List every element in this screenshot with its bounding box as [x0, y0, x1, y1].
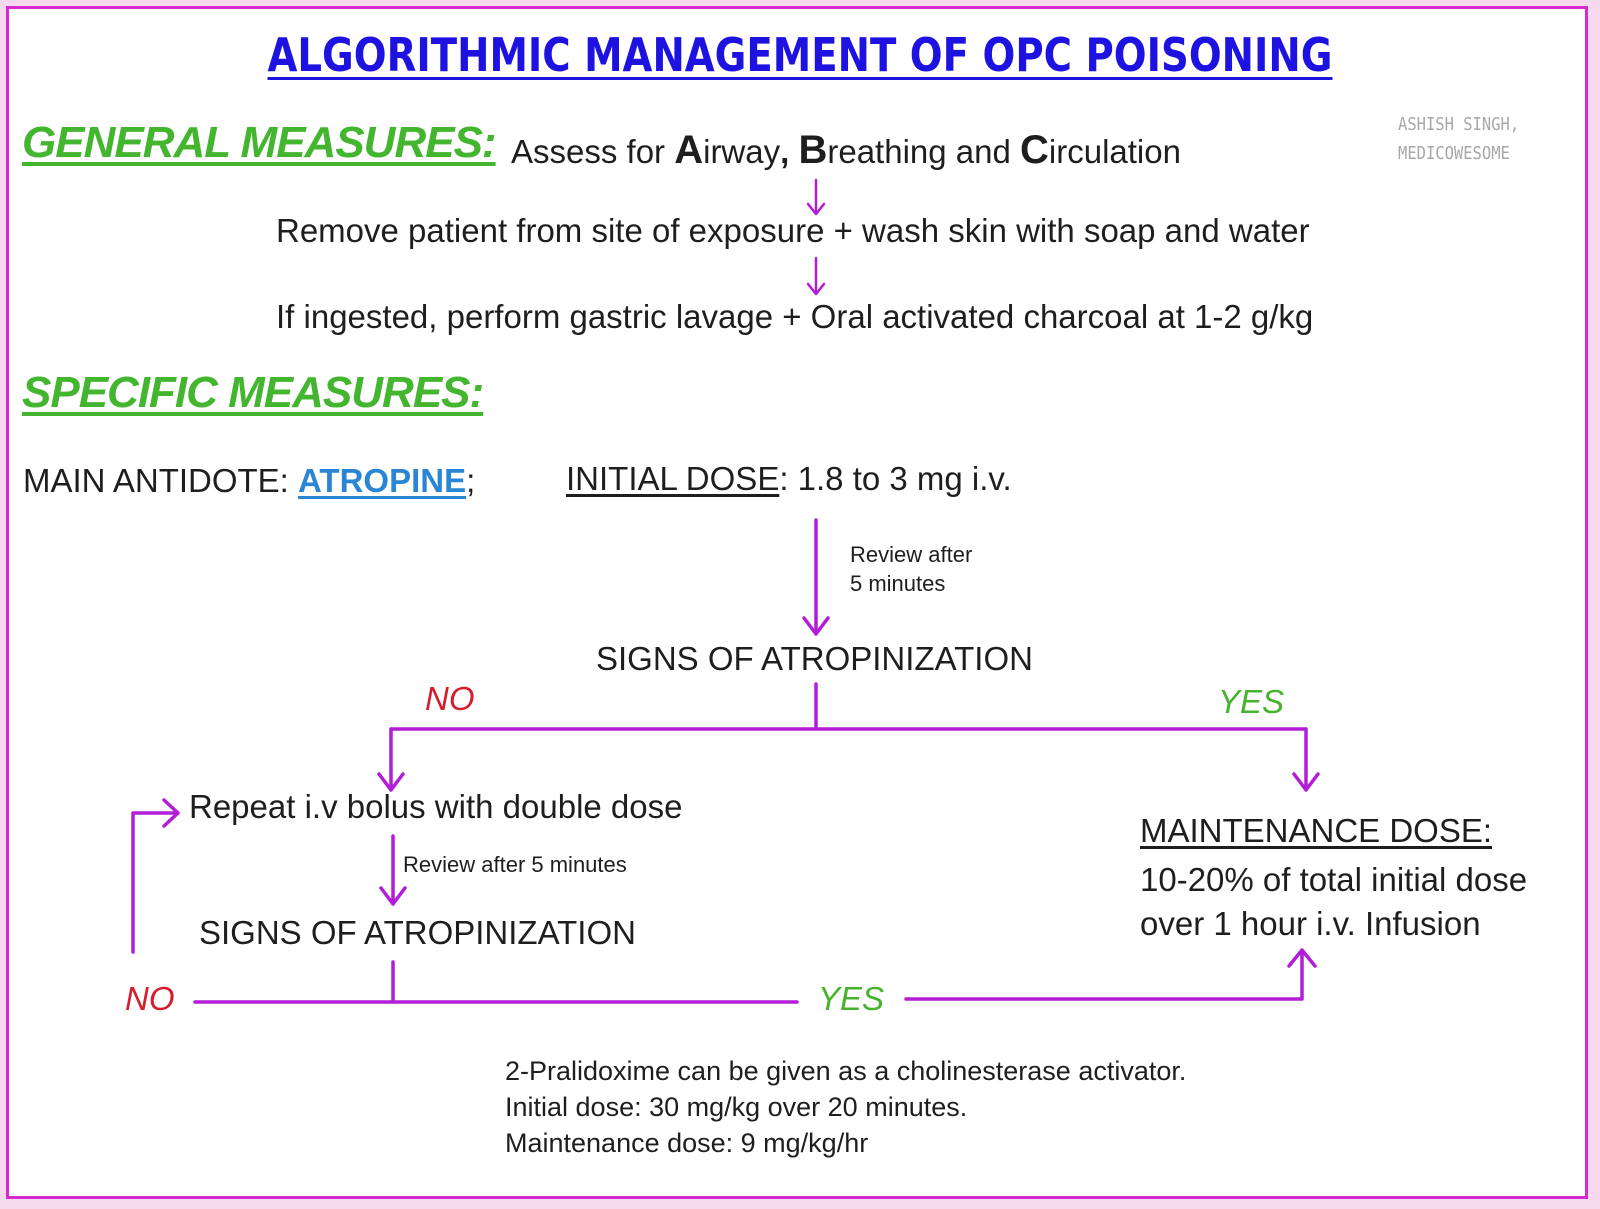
- arrow-assess-to-remove: [808, 180, 824, 214]
- yes-label-1: YES: [1218, 683, 1285, 720]
- assess-prefix: Assess for: [511, 133, 675, 170]
- repeat-bolus: Repeat i.v bolus with double dose: [189, 788, 683, 825]
- general-measures-heading: GENERAL MEASURES:: [22, 118, 496, 167]
- pralidoxime-line-2: Initial dose: 30 mg/kg over 20 minutes.: [505, 1092, 968, 1122]
- arrow-loop-to-repeat: [133, 800, 178, 952]
- signs-of-atropinization-1: SIGNS OF ATROPINIZATION: [596, 640, 1033, 677]
- assess-circulation: irculation: [1048, 133, 1181, 170]
- initial-dose-label: INITIAL DOSE: [566, 460, 780, 497]
- no-label-2: NO: [125, 980, 175, 1017]
- no-label-1: NO: [425, 680, 475, 717]
- letter-c: C: [1020, 128, 1049, 172]
- maintenance-dose-label: MAINTENANCE DOSE:: [1140, 812, 1493, 849]
- review-note-1-line-2: 5 minutes: [850, 571, 946, 596]
- assess-comma: ,: [780, 133, 799, 170]
- review-note-2: Review after 5 minutes: [403, 852, 627, 877]
- step-remove-patient: Remove patient from site of exposure + wash skin with soap and water: [276, 212, 1310, 249]
- letter-b: B: [798, 128, 828, 172]
- pralidoxime-line-1: 2-Pralidoxime can be given as a cholinesterase activator.: [505, 1056, 1187, 1086]
- antidote-separator: ;: [466, 462, 476, 499]
- arrow-no-to-repeat: [379, 729, 403, 790]
- page-title: ALGORITHMIC MANAGEMENT OF OPC POISONING: [267, 28, 1333, 82]
- maintenance-dose-line-2: over 1 hour i.v. Infusion: [1140, 905, 1481, 942]
- signs-of-atropinization-2: SIGNS OF ATROPINIZATION: [199, 914, 636, 951]
- review-note-1-line-1: Review after: [850, 542, 973, 567]
- arrow-yes2-to-maintenance: [906, 950, 1315, 999]
- step-gastric-lavage: If ingested, perform gastric lavage + Oral activated charcoal at 1-2 g/kg: [276, 298, 1314, 335]
- credit-line-1: ASHISH SINGH,: [1398, 114, 1520, 135]
- initial-dose-value: : 1.8 to 3 mg i.v.: [779, 460, 1012, 497]
- letter-a: A: [674, 128, 704, 172]
- arrow-yes-to-maintenance: [1294, 729, 1318, 790]
- assess-breathing: reathing and: [827, 133, 1021, 170]
- antidote-atropine: ATROPINE: [298, 462, 467, 499]
- specific-measures-heading: SPECIFIC MEASURES:: [22, 368, 484, 417]
- antidote-label: MAIN ANTIDOTE:: [23, 462, 299, 499]
- assess-airway: irway: [703, 133, 781, 170]
- arrow-repeat-to-signs2: [381, 836, 405, 904]
- arrow-remove-to-lavage: [808, 258, 824, 294]
- arrow-initial-to-signs: [804, 520, 828, 634]
- yes-label-2: YES: [818, 980, 885, 1017]
- maintenance-dose-line-1: 10-20% of total initial dose: [1140, 861, 1528, 898]
- pralidoxime-line-3: Maintenance dose: 9 mg/kg/hr: [505, 1128, 869, 1158]
- credit-line-2: MEDICOWESOME: [1398, 143, 1510, 164]
